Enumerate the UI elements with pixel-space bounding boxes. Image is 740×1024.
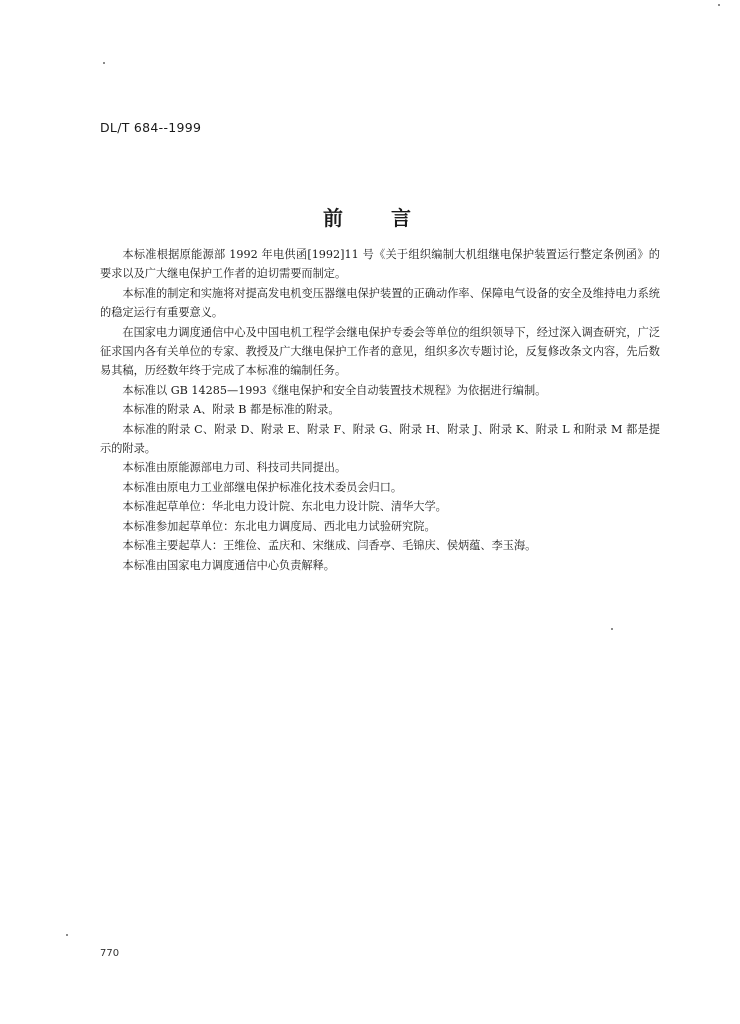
scan-speck (718, 4, 720, 6)
document-code: DL/T 684--1999 (100, 120, 202, 135)
page-title: 前言 (323, 206, 459, 230)
paragraph: 本标准由国家电力调度通信中心负责解释。 (122, 558, 335, 572)
paragraph: 本标准根据原能源部 1992 年电供函[1992]11 号《关于组织编制大机组继电保护装置运行整定条例函》的要求以及广大继电保护工作者的迫切需要而制定。 (100, 248, 660, 281)
paragraph: 本标准参加起草单位：东北电力调度局、西北电力试验研究院。 (122, 519, 436, 533)
page-number: 770 (100, 948, 120, 959)
paragraph: 本标准起草单位：华北电力设计院、东北电力设计院、清华大学。 (122, 500, 447, 514)
paragraph: 本标准的附录 C、附录 D、附录 E、附录 F、附录 G、附录 H、附录 J、附录 K、附录 L 和附录 M 都是提示的附录。 (100, 422, 660, 456)
paragraph: 本标准的制定和实施将对提高发电机变压器继电保护装置的正确动作率、保障电气设备的安全及维持电力系统的稳定运行有重要意义。 (100, 286, 660, 320)
paragraph: 本标准由原能源部电力司、科技司共同提出。 (122, 461, 347, 475)
paragraph: 本标准由原电力工业部继电保护标准化技术委员会归口。 (122, 480, 403, 494)
paragraph: 本标准主要起草人：王维俭、孟庆和、宋继成、闫香亭、毛锦庆、侯炳蕴、李玉海。 (122, 539, 537, 553)
scan-speck (66, 934, 68, 936)
paragraph: 本标准的附录 A、附录 B 都是标准的附录。 (122, 403, 340, 417)
paragraph: 在国家电力调度通信中心及中国电机工程学会继电保护专委会等单位的组织领导下，经过深入调查研究，广泛征求国内各有关单位的专家、教授及广大继电保护工作者的意见，组织多次专题讨论，反复修改条文内容，先后数易其稿，历经数年终于完成了本标准的编制任务。 (100, 325, 660, 378)
scan-speck (611, 628, 613, 630)
paragraph: 本标准以 GB 14285—1993《继电保护和安全自动装置技术规程》为依据进行编制。 (122, 383, 547, 397)
foreword-body (100, 245, 660, 575)
scan-speck (103, 62, 105, 64)
